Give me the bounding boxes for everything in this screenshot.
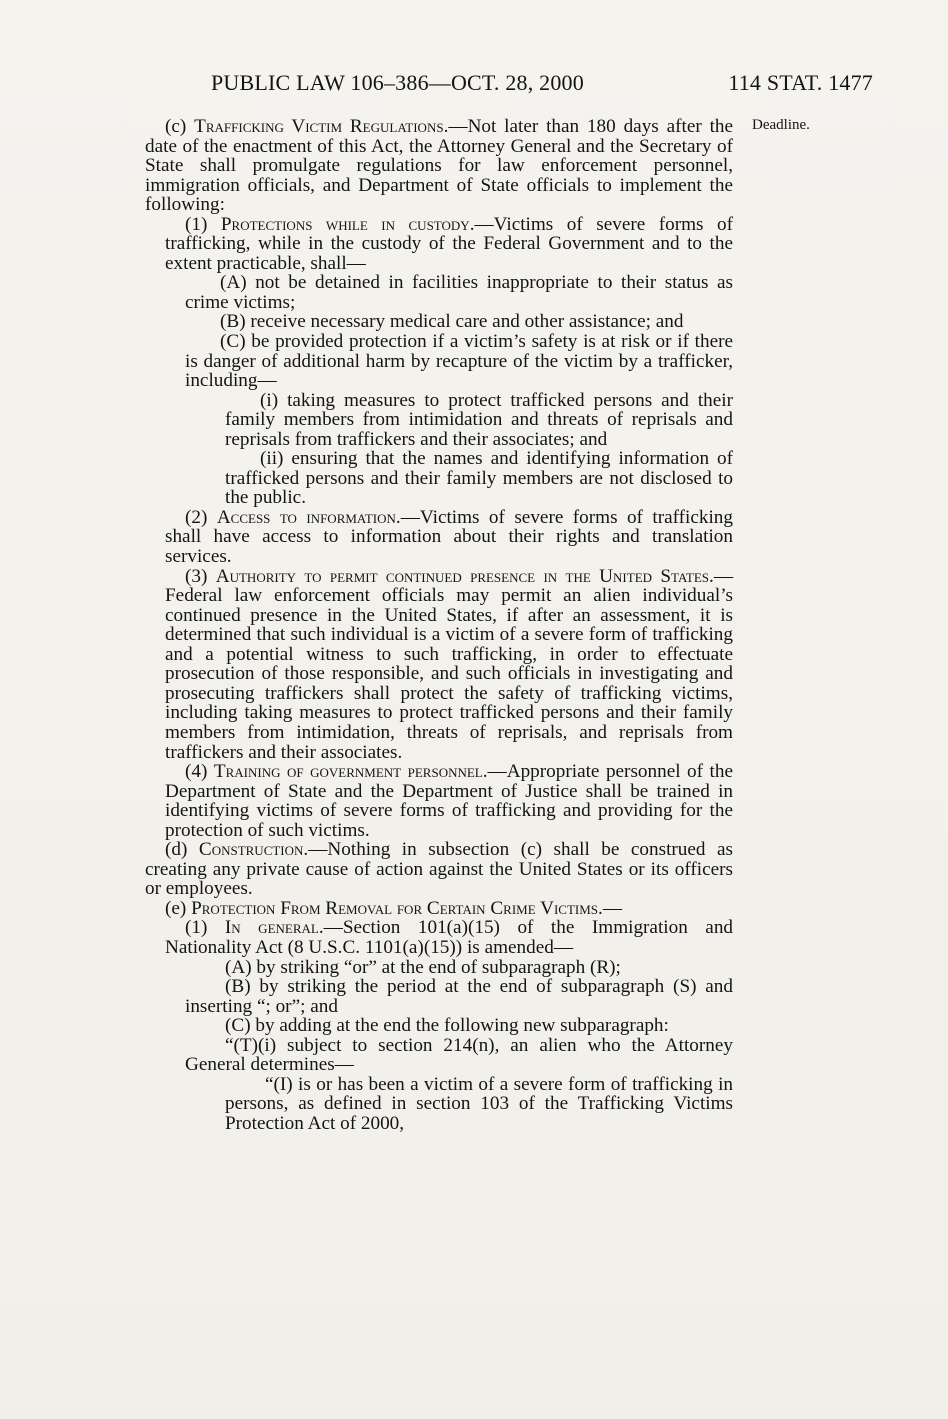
paragraph-c-1: (1) Protections while in custody.—Victims of severe forms of trafficking, while in the custody of the Federal Government and to the extent practicable, shall—	[165, 213, 733, 274]
subsection-e: (e) Protection From Removal for Certain Crime Victims.—	[165, 897, 622, 919]
paragraph-c-4-heading: Training of government personnel	[213, 761, 483, 783]
header-page-number: 114 STAT. 1477	[728, 70, 873, 95]
quoted-clause-T-i: “(T)(i) subject to section 214(n), an alien who the Attorney General determines—	[185, 1034, 733, 1076]
subparagraph-e-1-A: (A) by striking “or” at the end of subparagraph (R);	[225, 956, 621, 978]
quoted-subclause-T-i-I: “(I) is or has been a victim of a severe form of trafficking in persons, as defined in section 103 of the Trafficking Victims Protection Act of 2000,	[225, 1073, 733, 1134]
paragraph-c-4: (4) Training of government personnel.—Appropriate personnel of the Department of State and the Department of Justice shall be trained in identifying victims of severe forms of trafficking and providing for the protection of such victims.	[165, 761, 733, 841]
paragraph-e-1-heading: In general	[224, 917, 319, 939]
header-title: PUBLIC LAW 106–386—OCT. 28, 2000	[211, 70, 584, 95]
subparagraph-c-1-A: (A) not be detained in facilities inappropriate to their status as crime victims;	[185, 272, 733, 313]
subsection-d-heading: Construction	[198, 839, 304, 861]
subsection-c: (c) Trafficking Victim Regulations.—Not later than 180 days after the date of the enactment of this Act, the Attorney General and the Secretary of State shall promulgate regulations for law enforcement personnel, immigration officials, and Department of State officials to implement the following:	[145, 116, 734, 216]
paragraph-c-3-heading: Authority to permit continued presence in the United States	[215, 565, 710, 587]
subsection-c-heading: Trafficking Victim Regulations	[194, 116, 444, 137]
paragraph-c-3: (3) Authority to permit continued presence in the United States.—Federal law enforcement officials may permit an alien individual’s continued presence in the United States, if after an assessment, it is determined that such individual is a victim of a severe form of trafficking and a potential witness to such trafficking, in order to effectuate prosecution of those responsible, and such officials in investigating and prosecuting traffickers shall protect the safety of trafficking victims, including taking measures to protect trafficked persons and their family members from intimidation, threats of reprisals, and reprisals from traffickers and their associates.	[165, 565, 734, 763]
page-header	[211, 70, 873, 100]
subparagraph-e-1-C: (C) by adding at the end the following new subparagraph:	[225, 1015, 669, 1037]
paragraph-e-1: (1) In general.—Section 101(a)(15) of the Immigration and Nationality Act (8 U.S.C. 1101(a)(15)) is amended—	[165, 917, 734, 958]
paragraph-c-1-heading: Protections while in custody	[220, 213, 470, 235]
subparagraph-e-1-B: (B) by striking the period at the end of subparagraph (S) and inserting “; or”; and	[185, 976, 733, 1017]
body-text	[145, 117, 733, 1133]
subsection-e-heading: Protection From Removal for Certain Crime Victims	[191, 897, 599, 919]
subparagraph-c-1-B: (B) receive necessary medical care and other assistance; and	[220, 311, 684, 333]
paragraph-c-2-heading: Access to information	[216, 506, 396, 528]
subsection-d: (d) Construction.—Nothing in subsection (c) shall be construed as creating any private cause of action against the United States or its officers or employees.	[145, 839, 734, 900]
clause-c-1-C-ii: (ii) ensuring that the names and identifying information of trafficked persons and their family members are not disclosed to the public.	[225, 448, 733, 509]
subparagraph-c-1-C: (C) be provided protection if a victim’s safety is at risk or if there is danger of additional harm by recapture of the victim by a trafficker, including—	[185, 331, 733, 392]
margin-note: Deadline.	[752, 117, 810, 133]
clause-c-1-C-i: (i) taking measures to protect trafficked persons and their family members from intimidation and threats of reprisals and reprisals from traffickers and their associates; and	[225, 389, 733, 450]
paragraph-c-2: (2) Access to information.—Victims of severe forms of trafficking shall have access to information about their rights and translation services.	[165, 506, 733, 568]
